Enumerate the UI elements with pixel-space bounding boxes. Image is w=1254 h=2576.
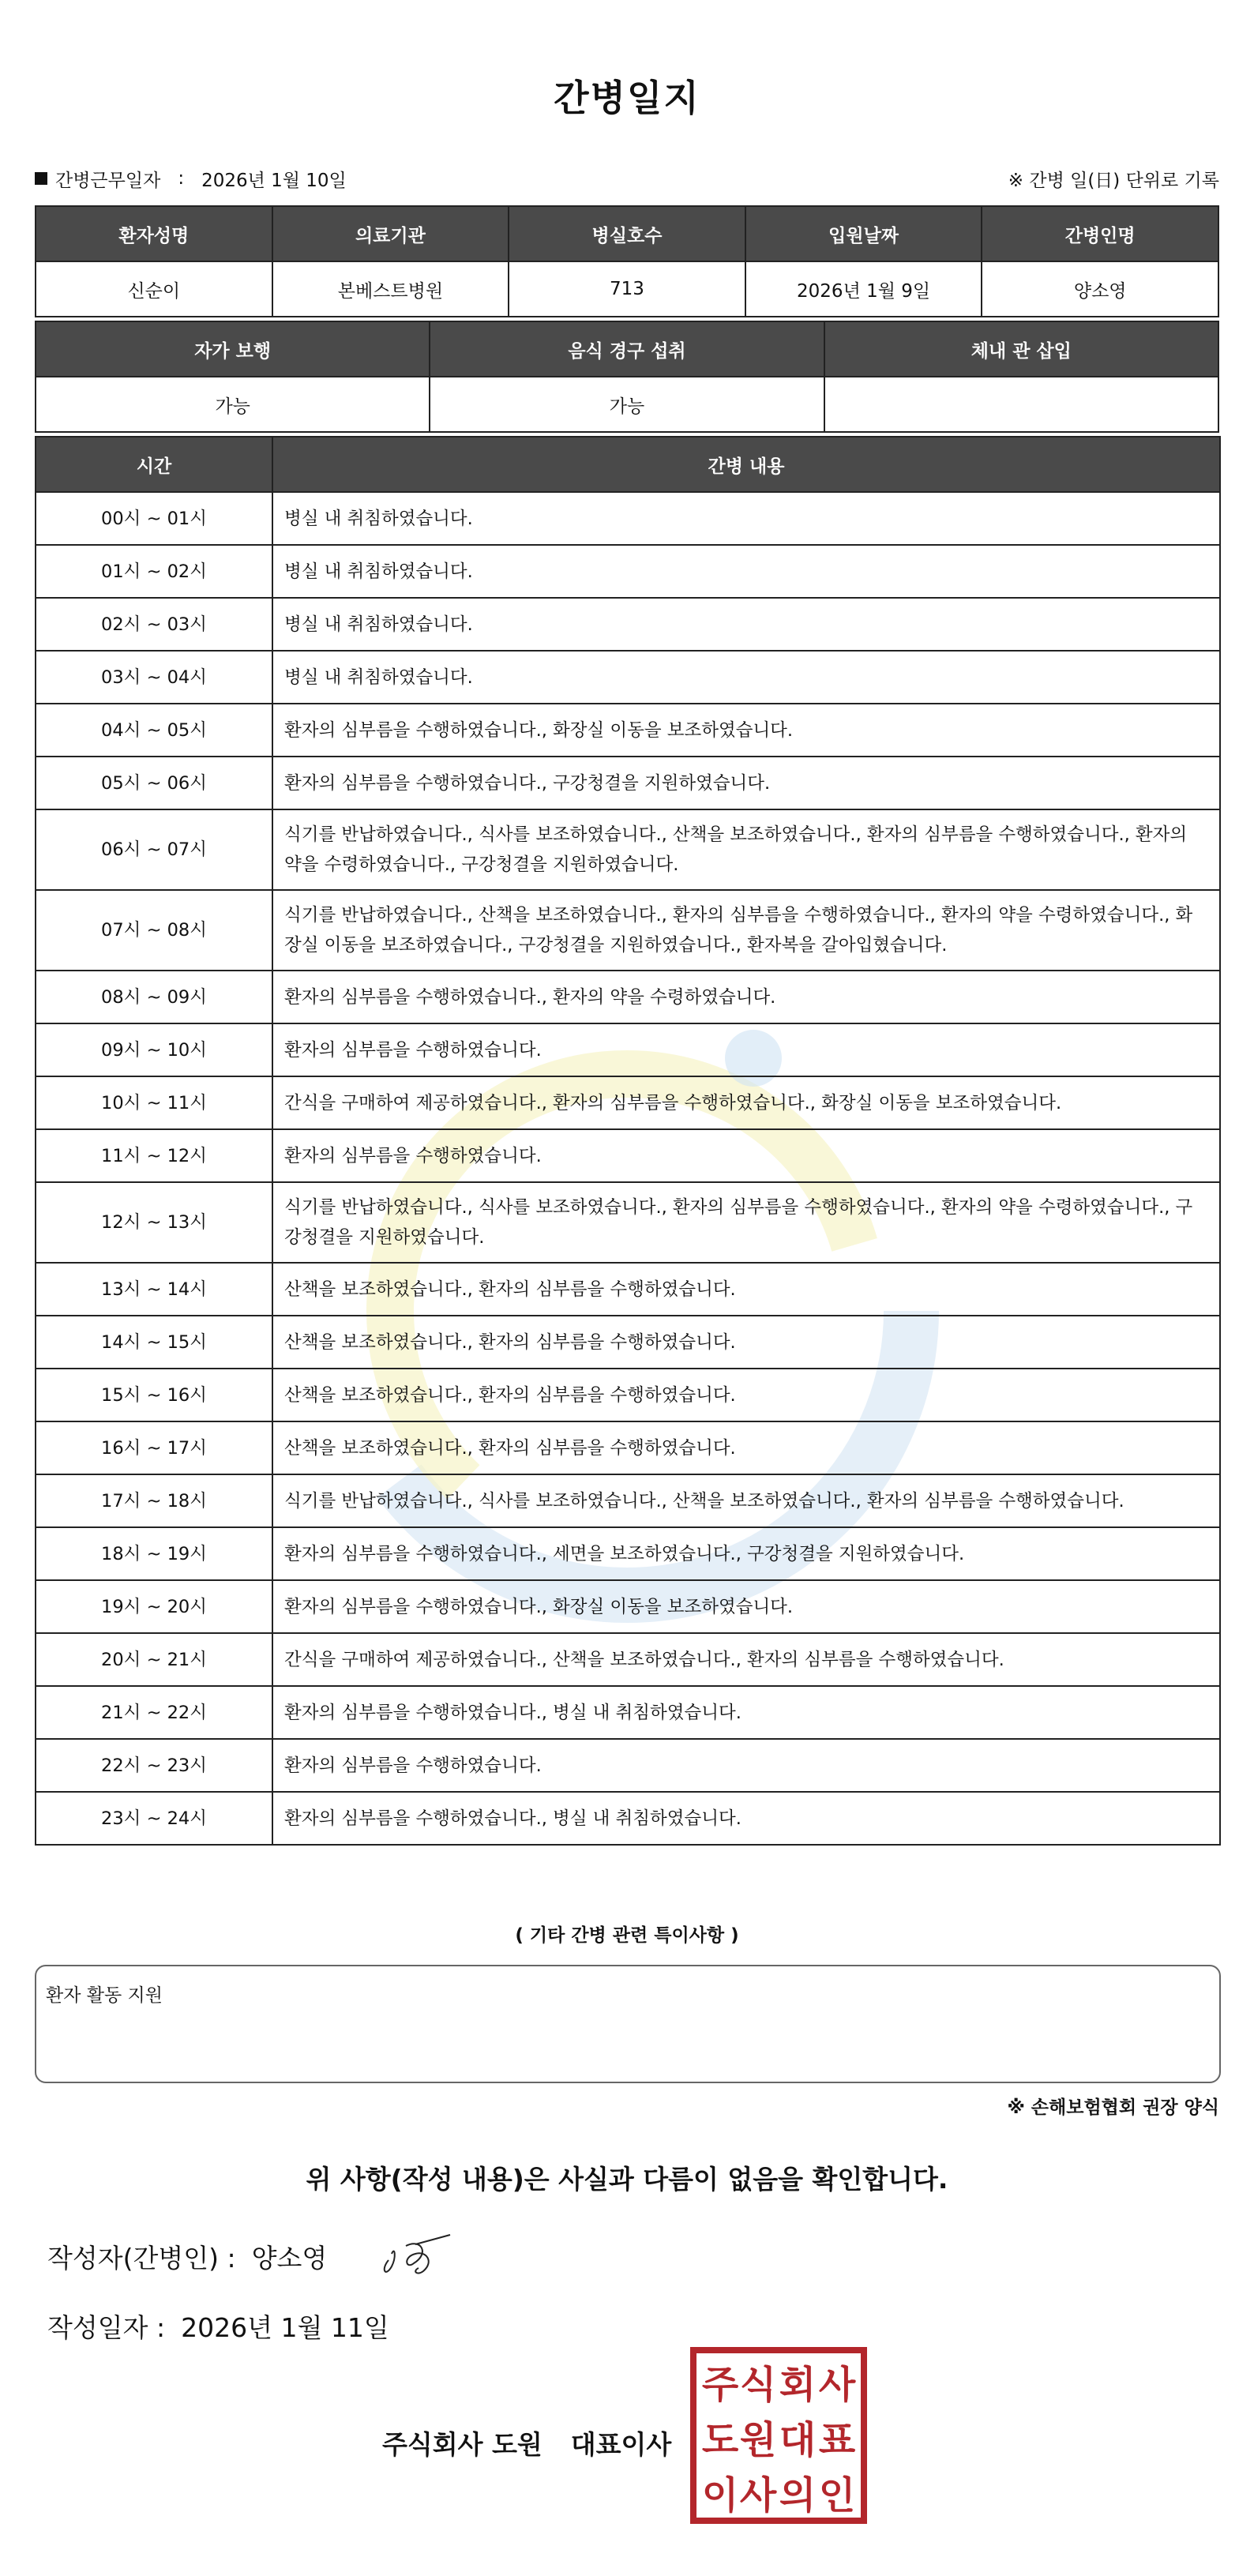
log-content: 산책을 보조하였습니다., 환자의 심부름을 수행하였습니다. (272, 1316, 1220, 1369)
patient-info-table (35, 205, 1219, 317)
writer-name: 양소영 (251, 2243, 328, 2274)
svg-text:대: 대 (779, 2418, 817, 2462)
log-time: 16시 ~ 17시 (36, 1421, 272, 1474)
svg-text:사: 사 (818, 2363, 856, 2407)
svg-text:이: 이 (701, 2473, 739, 2518)
svg-text:표: 표 (818, 2418, 856, 2462)
table-row (36, 1580, 1220, 1633)
log-content: 산책을 보조하였습니다., 환자의 심부름을 수행하였습니다. (272, 1421, 1220, 1474)
room-number: 713 (509, 261, 745, 317)
log-time: 14시 ~ 15시 (36, 1316, 272, 1369)
table-row (36, 1421, 1220, 1474)
patient-name: 신순이 (36, 261, 272, 317)
log-time: 10시 ~ 11시 (36, 1076, 272, 1129)
header-caregiver-name: 간병인명 (982, 206, 1218, 261)
header-room: 병실호수 (509, 206, 745, 261)
hospital-name: 본베스트병원 (272, 261, 509, 317)
meta-row (35, 163, 1219, 194)
log-content: 환자의 심부름을 수행하였습니다. (272, 1023, 1220, 1076)
log-content: 병실 내 취침하였습니다. (272, 598, 1220, 651)
table-row (36, 1263, 1220, 1316)
company-line (382, 2424, 671, 2461)
log-time: 23시 ~ 24시 (36, 1792, 272, 1845)
header-admission-date: 입원날짜 (745, 206, 982, 261)
log-time: 19시 ~ 20시 (36, 1580, 272, 1633)
log-content: 식기를 반납하였습니다., 식사를 보조하였습니다., 산책을 보조하였습니다., 환자의 심부름을 수행하였습니다. (272, 1474, 1220, 1527)
duty-date-group (35, 166, 347, 192)
log-content: 환자의 심부름을 수행하였습니다., 병실 내 취침하였습니다. (272, 1792, 1220, 1845)
log-content: 환자의 심부름을 수행하였습니다., 화장실 이동을 보조하였습니다. (272, 1580, 1220, 1633)
header-self-walking: 자가 보행 (36, 321, 430, 377)
oral-intake-value: 가능 (430, 377, 824, 432)
signature (374, 2222, 469, 2285)
log-time: 12시 ~ 13시 (36, 1182, 272, 1263)
duty-date-label: 간병근무일자 (55, 170, 161, 191)
svg-text:주: 주 (701, 2363, 739, 2407)
company-name: 주식회사 도원 (382, 2429, 543, 2460)
table-row (36, 1527, 1220, 1580)
care-log-rows (36, 492, 1220, 1845)
log-content: 환자의 심부름을 수행하였습니다., 환자의 약을 수령하였습니다. (272, 971, 1220, 1023)
table-row (36, 757, 1220, 809)
table-row (36, 1182, 1220, 1263)
confirmation-statement: 위 사항(작성 내용)은 사실과 다름이 없음을 확인합니다. (306, 2164, 948, 2195)
log-time: 08시 ~ 09시 (36, 971, 272, 1023)
table-row (36, 1686, 1220, 1739)
log-time: 20시 ~ 21시 (36, 1633, 272, 1686)
form-source-note: ※ 손해보험협회 권장 양식 (1007, 2097, 1219, 2118)
company-role: 대표이사 (570, 2429, 672, 2460)
log-content: 산책을 보조하였습니다., 환자의 심부름을 수행하였습니다. (272, 1369, 1220, 1421)
log-content: 환자의 심부름을 수행하였습니다., 병실 내 취침하였습니다. (272, 1686, 1220, 1739)
log-content: 식기를 반납하였습니다., 식사를 보조하였습니다., 환자의 심부름을 수행하였습니다., 환자의 약을 수령하였습니다., 구강청결을 지원하였습니다. (272, 1182, 1220, 1263)
log-time: 17시 ~ 18시 (36, 1474, 272, 1527)
table-row (36, 971, 1220, 1023)
table-row (36, 890, 1220, 971)
log-content: 식기를 반납하였습니다., 식사를 보조하였습니다., 산책을 보조하였습니다., 환자의 심부름을 수행하였습니다., 환자의 약을 수령하였습니다., 구강청결을 지원하였습니다. (272, 809, 1220, 890)
care-log-table (35, 436, 1221, 1846)
log-content: 병실 내 취침하였습니다. (272, 651, 1220, 704)
written-date-line (47, 2308, 389, 2345)
log-time: 07시 ~ 08시 (36, 890, 272, 971)
log-content: 간식을 구매하여 제공하였습니다., 환자의 심부름을 수행하였습니다., 화장실 이동을 보조하였습니다. (272, 1076, 1220, 1129)
table-row (36, 1316, 1220, 1369)
writer-label: 작성자(간병인) : (47, 2243, 236, 2274)
log-time: 18시 ~ 19시 (36, 1527, 272, 1580)
log-content: 산책을 보조하였습니다., 환자의 심부름을 수행하였습니다. (272, 1263, 1220, 1316)
log-time: 02시 ~ 03시 (36, 598, 272, 651)
table-row (36, 704, 1220, 757)
log-content: 병실 내 취침하였습니다. (272, 492, 1220, 545)
admission-date: 2026년 1월 9일 (745, 261, 982, 317)
record-unit-note: ※ 간병 일(日) 단위로 기록 (1008, 170, 1219, 191)
table-row (36, 1792, 1220, 1845)
header-oral-intake: 음식 경구 섭취 (430, 321, 824, 377)
duty-date-colon: : (178, 168, 185, 189)
writer-line (47, 2238, 327, 2275)
written-date-label: 작성일자 : (47, 2312, 166, 2343)
log-time: 06시 ~ 07시 (36, 809, 272, 890)
table-row (36, 1129, 1220, 1182)
table-row (36, 1474, 1220, 1527)
table-row (36, 1739, 1220, 1792)
table-row (36, 1076, 1220, 1129)
log-time: 04시 ~ 05시 (36, 704, 272, 757)
table-row (36, 1023, 1220, 1076)
svg-text:회: 회 (779, 2363, 817, 2407)
log-time: 21시 ~ 22시 (36, 1686, 272, 1739)
log-content: 환자의 심부름을 수행하였습니다. (272, 1129, 1220, 1182)
table-row (36, 651, 1220, 704)
header-patient-name: 환자성명 (36, 206, 272, 261)
table-row (36, 1369, 1220, 1421)
log-content: 병실 내 취침하였습니다. (272, 545, 1220, 598)
log-content: 간식을 구매하여 제공하였습니다., 산책을 보조하였습니다., 환자의 심부름을 수행하였습니다. (272, 1633, 1220, 1686)
svg-text:의: 의 (779, 2473, 817, 2518)
page-title: 간병일지 (554, 77, 700, 119)
table-row (36, 545, 1220, 598)
log-time: 05시 ~ 06시 (36, 757, 272, 809)
log-time: 01시 ~ 02시 (36, 545, 272, 598)
caregiver-name: 양소영 (982, 261, 1218, 317)
special-notes-box: 환자 활동 지원 (35, 1965, 1221, 2083)
log-time: 15시 ~ 16시 (36, 1369, 272, 1421)
svg-text:원: 원 (739, 2418, 777, 2462)
log-time: 11시 ~ 12시 (36, 1129, 272, 1182)
special-notes-title: ( 기타 간병 관련 특이사항 ) (515, 1925, 739, 1946)
square-bullet-icon (35, 172, 47, 185)
log-time: 00시 ~ 01시 (36, 492, 272, 545)
care-log-document (35, 0, 1219, 2576)
header-care-content: 간병 내용 (272, 437, 1220, 492)
log-time: 09시 ~ 10시 (36, 1023, 272, 1076)
table-row (36, 809, 1220, 890)
log-content: 식기를 반납하였습니다., 산책을 보조하였습니다., 환자의 심부름을 수행하였습니다., 환자의 약을 수령하였습니다., 화장실 이동을 보조하였습니다., 구강청결을 지원하였습니다., 환자복을 갈아입혔습니다. (272, 890, 1220, 971)
table-row (36, 598, 1220, 651)
header-tube-insertion: 체내 관 삽입 (824, 321, 1218, 377)
log-content: 환자의 심부름을 수행하였습니다., 화장실 이동을 보조하였습니다. (272, 704, 1220, 757)
svg-text:인: 인 (818, 2473, 856, 2518)
written-date-value: 2026년 1월 11일 (181, 2312, 389, 2343)
tube-insertion-value (824, 377, 1218, 432)
log-time: 22시 ~ 23시 (36, 1739, 272, 1792)
log-time: 03시 ~ 04시 (36, 651, 272, 704)
log-content: 환자의 심부름을 수행하였습니다., 세면을 보조하였습니다., 구강청결을 지원하였습니다. (272, 1527, 1220, 1580)
table-row (36, 1633, 1220, 1686)
self-walking-value: 가능 (36, 377, 430, 432)
svg-text:사: 사 (739, 2473, 777, 2518)
svg-text:도: 도 (701, 2418, 739, 2462)
duty-date-value: 2026년 1월 10일 (201, 170, 347, 191)
svg-text:식: 식 (739, 2363, 777, 2407)
patient-status-table (35, 321, 1219, 433)
company-seal-stamp (690, 2347, 867, 2524)
table-row (36, 492, 1220, 545)
log-time: 13시 ~ 14시 (36, 1263, 272, 1316)
log-content: 환자의 심부름을 수행하였습니다. (272, 1739, 1220, 1792)
header-time: 시간 (36, 437, 272, 492)
log-content: 환자의 심부름을 수행하였습니다., 구강청결을 지원하였습니다. (272, 757, 1220, 809)
header-hospital: 의료기관 (272, 206, 509, 261)
